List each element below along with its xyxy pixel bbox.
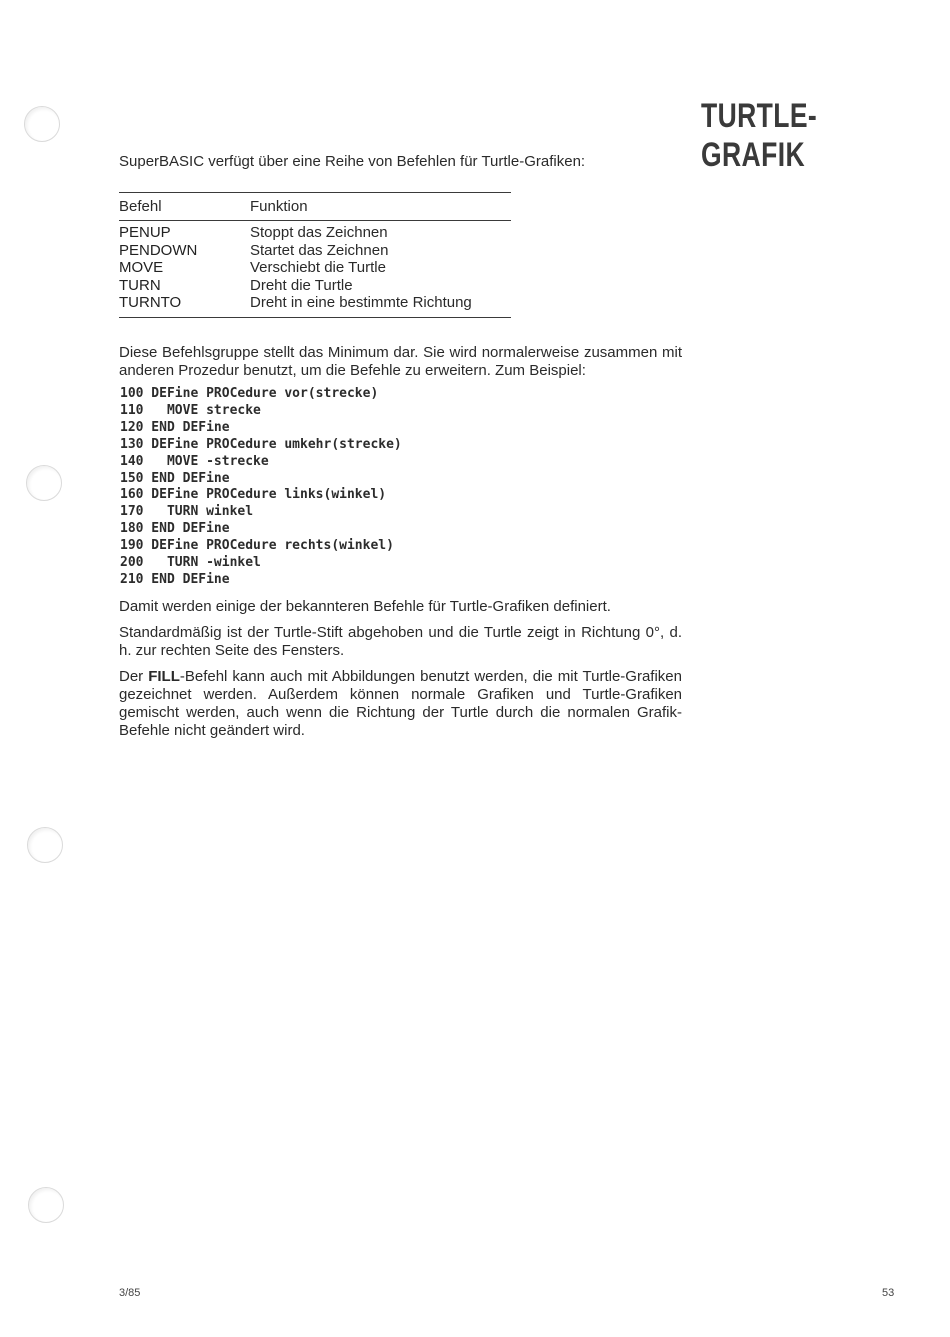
fill-keyword: FILL [148,668,180,685]
header-function: Funktion [250,198,308,215]
footer-date: 3/85 [119,1287,141,1299]
table-header [119,193,511,221]
code-line: 160 DEFine PROCedure links(winkel) [120,487,387,503]
paragraph-definition: Damit werden einige der bekannteren Befehle für Turtle-Grafiken definiert. [119,598,611,615]
code-listing [120,386,402,589]
paragraph-intro-code: Diese Befehlsgruppe stellt das Minimum dar. Sie wird normalerweise zusammen mit anderen Prozedur benutzt, um die Befehle zu erweitern. Zum Beispiel: [119,344,682,379]
table-row [119,224,511,242]
code-line: 170 TURN winkel [120,504,254,520]
binder-hole [28,1187,64,1223]
intro-text: SuperBASIC verfügt über eine Reihe von Befehlen für Turtle-Grafiken: [119,153,586,170]
table-row [119,277,511,295]
table-row [119,259,511,277]
chapter-title-line: TURTLE- [701,97,818,135]
function-cell: Startet das Zeichnen [250,241,389,259]
command-table [119,192,511,318]
command-cell: MOVE [119,259,164,277]
chapter-title-line: GRAFIK [701,136,805,174]
function-cell: Stoppt das Zeichnen [250,224,388,241]
fill-prefix: Der [119,668,149,685]
code-line: 150 END DEFine [120,470,230,486]
table-row [119,242,511,260]
command-cell: PENUP [119,224,171,241]
code-line: 130 DEFine PROCedure umkehr(strecke) [120,436,402,452]
binder-hole [26,465,62,501]
code-line: 100 DEFine PROCedure vor(strecke) [120,386,379,401]
table-body [119,221,511,317]
code-line: 120 END DEFine [120,419,230,435]
code-line: 180 END DEFine [120,521,230,537]
binder-hole [27,827,63,863]
header-command: Befehl [119,198,162,215]
code-line: 200 TURN -winkel [120,555,261,571]
code-line: 210 END DEFine [120,571,230,587]
fill-rest: -Befehl kann auch mit Abbildungen benutzt werden, die mit Turtle-Grafiken gezeichnet werden. Außerdem können normale Grafiken und Turtle-Grafiken gemischt werden, auch wenn die Richtung der Turtle durch die normalen Grafik-Befehle nicht geändert wird. [119,668,682,739]
paragraph-fill [119,668,682,740]
chapter-title [701,97,817,175]
code-line: 190 DEFine PROCedure rechts(winkel) [120,538,394,554]
paragraph-default-state: Standardmäßig ist der Turtle-Stift abgehoben und die Turtle zeigt in Richtung 0°, d. h. zur rechten Seite des Fensters. [119,624,682,659]
function-cell: Dreht die Turtle [250,276,353,294]
function-cell: Dreht in eine bestimmte Richtung [250,294,472,312]
command-cell: TURN [119,276,161,294]
page-number: 53 [882,1287,895,1299]
code-line: 140 MOVE -strecke [120,453,269,469]
table-row [119,294,511,312]
command-cell: TURNTO [119,294,182,312]
function-cell: Verschiebt die Turtle [250,259,386,277]
binder-hole [24,106,60,142]
code-line: 110 MOVE strecke [120,402,261,418]
command-cell: PENDOWN [119,241,198,259]
